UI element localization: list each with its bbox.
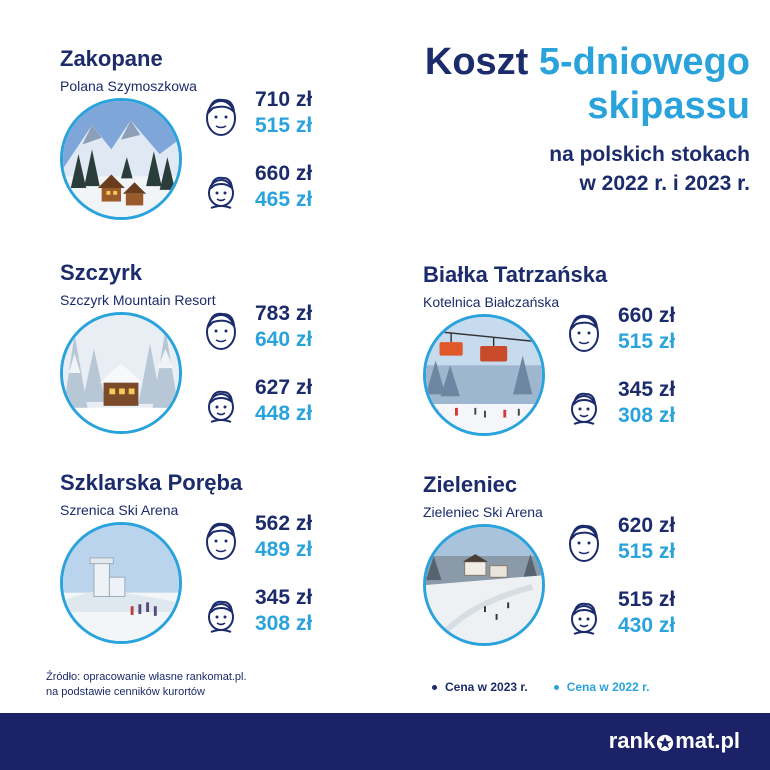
resort-subtitle: Szrenica Ski Arena — [60, 502, 179, 518]
child-price-2022: 465 zł — [255, 188, 313, 211]
rankomat-logo[interactable] — [609, 728, 740, 754]
child-price-2022: 308 zł — [618, 404, 676, 427]
legend-dot-blue — [554, 685, 559, 690]
adult-face-icon — [203, 94, 239, 138]
chairlift-illustration — [426, 317, 542, 433]
child-price-2022: 308 zł — [255, 612, 313, 635]
child-price-2023: 515 zł — [618, 588, 676, 611]
adult-prices — [203, 302, 393, 366]
child-price-2023: 660 zł — [255, 162, 313, 185]
resort-photo-mountain-cabins — [60, 98, 182, 220]
title-subtitle — [370, 140, 750, 198]
child-face-icon — [203, 382, 239, 426]
footer-bar — [0, 713, 770, 770]
adult-prices — [203, 512, 393, 576]
child-face-icon — [566, 384, 602, 428]
child-price-2023: 345 zł — [255, 586, 313, 609]
child-face-icon — [203, 592, 239, 636]
legend-label-2023: Cena w 2023 r. — [445, 680, 528, 694]
adult-price-2023: 562 zł — [255, 512, 313, 535]
adult-face-icon — [566, 310, 602, 354]
title-part-2: 5-dniowego — [538, 41, 750, 83]
adult-prices — [566, 514, 756, 578]
child-face-icon — [203, 168, 239, 212]
resort-subtitle: Szczyrk Mountain Resort — [60, 292, 216, 308]
legend-dot-navy — [432, 685, 437, 690]
title-part-3: skipassu — [587, 85, 750, 127]
child-prices — [203, 586, 393, 650]
snowflake-star-icon — [656, 732, 674, 750]
legend-label-2022: Cena w 2022 r. — [566, 680, 650, 694]
resort-card-bialka-tatrzanska — [423, 262, 753, 452]
resort-card-szczyrk — [60, 260, 390, 450]
resort-photo-summit-tower — [60, 522, 182, 644]
child-prices — [566, 378, 756, 442]
adult-price-2022: 515 zł — [618, 330, 676, 353]
mountain-cabins-illustration — [63, 101, 179, 217]
adult-face-icon — [203, 518, 239, 562]
logo-text-right: mat.pl — [675, 728, 740, 753]
title-line-3: w 2022 r. i 2023 r. — [579, 172, 750, 195]
child-price-2023: 627 zł — [255, 376, 313, 399]
logo-text-left: rank — [608, 728, 656, 753]
adult-price-2023: 710 zł — [255, 88, 313, 111]
legend-item-2022 — [554, 680, 650, 694]
resort-name: Białka Tatrzańska — [423, 262, 608, 287]
adult-price-2022: 515 zł — [255, 114, 313, 137]
child-face-icon — [566, 594, 602, 638]
resort-subtitle: Kotelnica Białczańska — [423, 294, 560, 310]
adult-face-icon — [566, 520, 602, 564]
adult-price-2022: 515 zł — [618, 540, 676, 563]
adult-price-2023: 783 zł — [255, 302, 313, 325]
title-line-2: na polskich stokach — [549, 143, 750, 166]
snowy-lodge-illustration — [63, 315, 179, 431]
resort-photo-ski-slope-village — [423, 524, 545, 646]
adult-prices — [203, 88, 393, 152]
ski-slope-village-illustration — [426, 527, 542, 643]
title-part-1: Koszt — [424, 41, 529, 83]
legend — [432, 680, 649, 694]
adult-price-2023: 660 zł — [618, 304, 676, 327]
resort-card-szklarska-poreba — [60, 470, 390, 660]
resort-subtitle: Zieleniec Ski Arena — [423, 504, 543, 520]
resort-name: Szczyrk — [60, 260, 142, 285]
adult-price-2022: 640 zł — [255, 328, 313, 351]
child-price-2023: 345 zł — [618, 378, 676, 401]
resort-name: Szklarska Poręba — [60, 470, 243, 495]
title-main — [370, 40, 750, 128]
resort-name: Zieleniec — [423, 472, 518, 497]
resort-name: Zakopane — [60, 46, 163, 71]
resort-card-zieleniec — [423, 472, 753, 662]
legend-item-2023 — [432, 680, 528, 694]
adult-face-icon — [203, 308, 239, 352]
child-price-2022: 448 zł — [255, 402, 313, 425]
child-prices — [203, 162, 393, 226]
adult-price-2022: 489 zł — [255, 538, 313, 561]
child-price-2022: 430 zł — [618, 614, 676, 637]
source-line-2: na podstawie cenników kurortów — [46, 686, 205, 698]
adult-price-2023: 620 zł — [618, 514, 676, 537]
resort-photo-snowy-lodge — [60, 312, 182, 434]
resort-card-zakopane — [60, 46, 390, 236]
source-note — [46, 670, 306, 700]
resort-subtitle: Polana Szymoszkowa — [60, 78, 197, 94]
source-line-1: Źródło: opracowanie własne rankomat.pl. — [46, 671, 247, 683]
infographic-title — [370, 40, 750, 198]
child-prices — [566, 588, 756, 652]
resort-photo-chairlift — [423, 314, 545, 436]
adult-prices — [566, 304, 756, 368]
child-prices — [203, 376, 393, 440]
summit-tower-illustration — [63, 525, 179, 641]
